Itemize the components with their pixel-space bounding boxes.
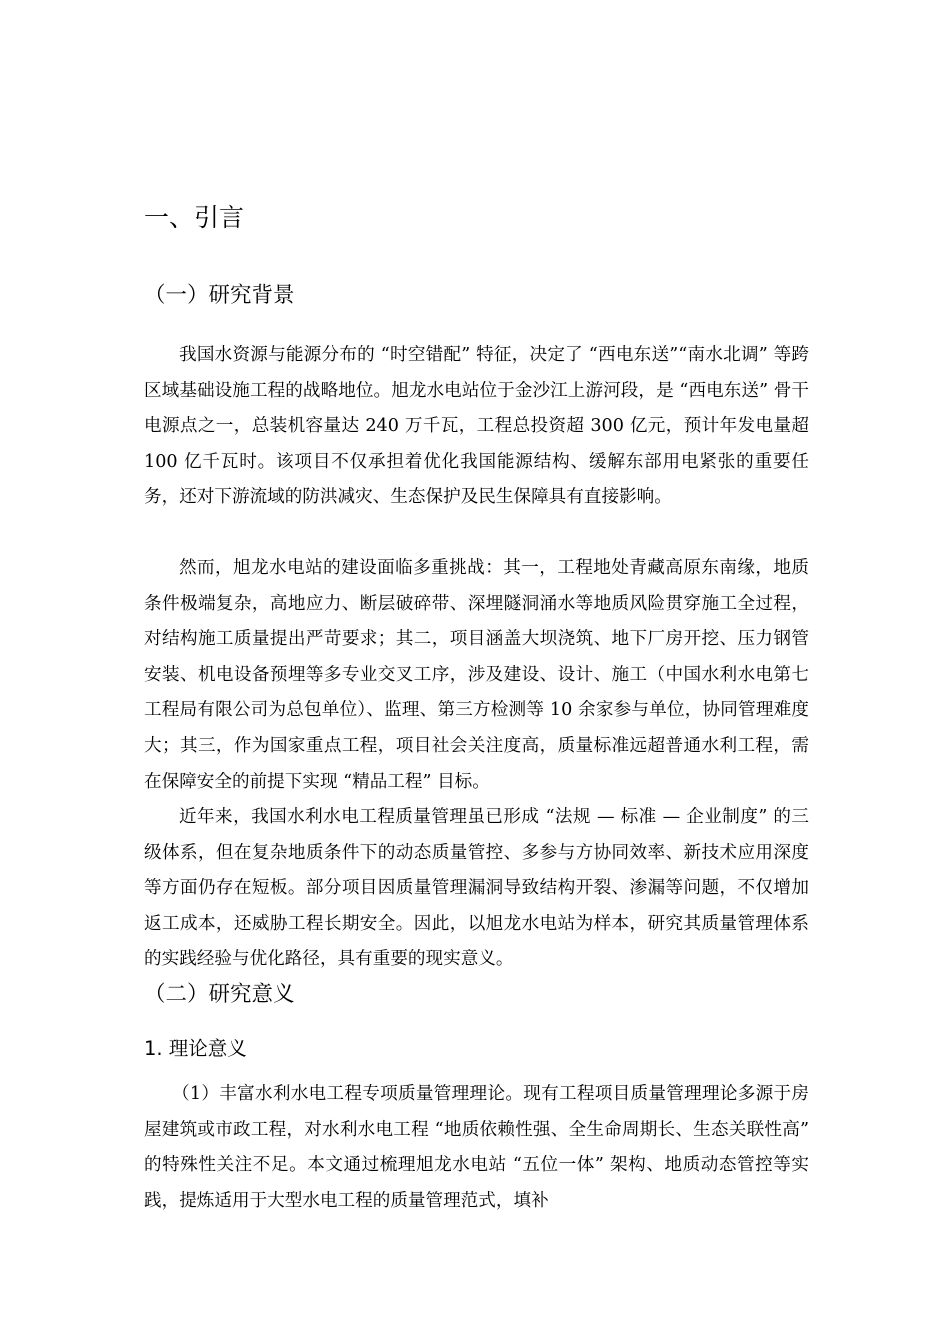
paragraph-background-1: 我国水资源与能源分布的 “时空错配” 特征，决定了 “西电东送”“南水北调” 等跨区域基础设施工程的战略地位。旭龙水电站位于金沙江上游河段，是 “西电东送” 骨干电源点之一，总装机容量达 240 万千瓦，工程总投资超 300 亿元，预计年发电量超 100 亿千瓦时。该项目不仅承担着优化我国能源结构、缓解东部用电紧张的重要任务，还对下游流域的防洪减灾、生态保护及民生保障具有直接影响。 bbox=[144, 345, 809, 508]
paragraph-background-2: 然而，旭龙水电站的建设面临多重挑战：其一，工程地处青藏高原东南缘，地质条件极端复杂，高地应力、断层破碎带、深埋隧洞涌水等地质风险贯穿施工全过程，对结构施工质量提出严苛要求；其二，项目涵盖大坝浇筑、地下厂房开挖、压力钢管安装、机电设备预埋等多专业交叉工序，涉及建设、设计、施工（中国水利水电第七工程局有限公司为总包单位）、监理、第三方检测等 10 余家参与单位，协同管理难度大；其三，作为国家重点工程，项目社会关注度高，质量标准远超普通水利工程，需在保障安全的前提下实现 “精品工程” 目标。 bbox=[144, 558, 809, 792]
subsection-title-theoretical: 1. 理论意义 bbox=[144, 1037, 247, 1060]
paragraph-theoretical-1: （1）丰富水利水电工程专项质量管理理论。现有工程项目质量管理理论多源于房屋建筑或市政工程，对水利水电工程 “地质依赖性强、全生命周期长、生态关联性高” 的特殊性关注不足。本文通过梳理旭龙水电站 “五位一体” 架构、地质动态管控等实践，提炼适用于大型水电工程的质量管理范式，填补 bbox=[144, 1084, 809, 1211]
chapter-title: 一、引言 bbox=[144, 203, 245, 232]
section-title-background: （一）研究背景 bbox=[144, 283, 295, 308]
section-title-significance: （二）研究意义 bbox=[144, 982, 295, 1007]
paragraph-background-3: 近年来，我国水利水电工程质量管理虽已形成 “法规 — 标准 — 企业制度” 的三级体系，但在复杂地质条件下的动态质量管控、多参与方协同效率、新技术应用深度等方面仍存在短板。部分项目因质量管理漏洞导致结构开裂、渗漏等问题，不仅增加返工成本，还威胁工程长期安全。因此，以旭龙水电站为样本，研究其质量管理体系的实践经验与优化路径，具有重要的现实意义。 bbox=[144, 807, 809, 970]
